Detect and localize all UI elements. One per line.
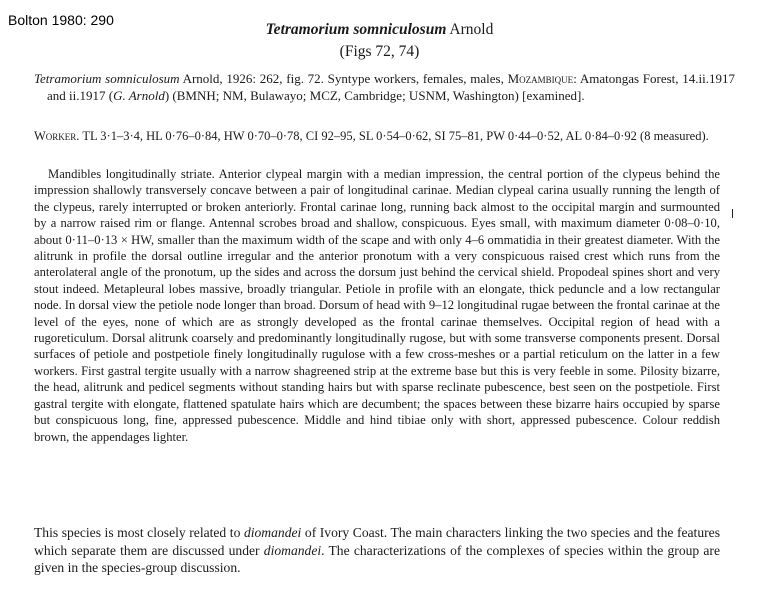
species-name: Tetramorium somniculosum: [265, 21, 447, 38]
note-text-middle: of Ivory Coast. The main characters linking the two species and the features which separate them are discussed under: [34, 525, 720, 558]
synonymy-species-name: Tetramorium somniculosum: [34, 71, 180, 86]
worker-label: Worker.: [34, 129, 80, 143]
note-text-start: This species is most closely related to: [34, 525, 244, 540]
margin-mark: [732, 209, 733, 218]
reference-label: Bolton 1980: 290: [8, 12, 114, 28]
species-author: Arnold: [449, 21, 494, 38]
species-heading: [0, 19, 759, 63]
description-paragraph: Mandibles longitudinally striate. Anterior clypeal margin with a median impression, the central portion of the clypeus behind the impression shallowly transversely concave between a pair of longitudinal carinae. Median clypeal carina usually running the length of the clypeus, rarely interrupted or broken anteriorly. Frontal carinae long, running back almost to the occipital margin and surmounted by a narrow raised rim or flange. Antennal scrobes broad and shallow, conspicuous. Eyes small, with maximum diameter 0·08–0·10, about 0·11–0·13 × HW, smaller than the maximum width of the scape and with only 4–6 ommatidia in their greatest diameter. With the alitrunk in profile the dorsal outline irregular and the anterior pronotum with a very conspicuous raised crest which runs from the anterolateral angle of the pronotum, up the sides and across the dorsum just behind the cervical shield. Propodeal spines short and very stout indeed. Metapleural lobes massive, broadly triangular. Petiole in profile with an elongate, thick peduncle and a low rectangular node. In dorsal view the petiole node longer than broad. Dorsum of head with 9–12 longitudinal rugae between the frontal carinae at the level of the eyes, none of which are as strongly developed as the frontal carinae themselves. Occipital region of head with a rugoreticulum. Dorsal alitrunk coarsely and predominantly longitudinally rugose, but with some transverse components present. Dorsal surfaces of petiole and postpetiole finely longitudinally rugulose with a few cross-meshes or a partial reticulum on the latter in a few workers. First gastral tergite usually with a narrow shagreened strip at the extreme base but this is very feeble in some. Pilosity bizarre, the head, alitrunk and pedicel segments without standing hairs but with sparse reclinate pubescence, best seen on the postpetiole. First gastral tergite with elongate, flattened spatulate hairs which are decumbent; the spaces between these bizarre hairs occupied by sparse but conspicuous long, fine, appressed pubescence. Middle and hind tibiae only with short, appressed pubescence. Colour reddish brown, the appendages lighter.: [34, 167, 720, 444]
related-species-name: diomandei: [243, 525, 302, 540]
synonymy-citation: Arnold, 1926: 262, fig. 72. Syntype workers, females, males,: [182, 71, 504, 86]
note-text-end: . The characterizations of the complexes of species within the group are given in the species-group discussion.: [34, 542, 720, 575]
measurements-text: TL 3·1–3·4, HL 0·76–0·84, HW 0·70–0·78, CI 92–95, SL 0·54–0·62, SI 75–81, PW 0·44–0·52, AL 0·84–0·92 (8 measured).: [82, 129, 709, 143]
related-species-name-2: diomandei: [263, 542, 322, 558]
relationship-note: [34, 524, 720, 577]
type-depositories: ) (BMNH; NM, Bulawayo; MCZ, Cambridge; USNM, Washington) [examined].: [164, 87, 585, 103]
figure-reference: (Figs 72, 74): [339, 43, 420, 60]
synonymy-paragraph: [34, 71, 735, 104]
collector-name: G. Arnold: [113, 87, 165, 103]
type-locality: : Amatongas Forest, 14.ii.1917 and ii.1917 (: [47, 71, 735, 103]
worker-measurements: [34, 128, 722, 144]
type-country: Mozambique: [507, 71, 574, 86]
